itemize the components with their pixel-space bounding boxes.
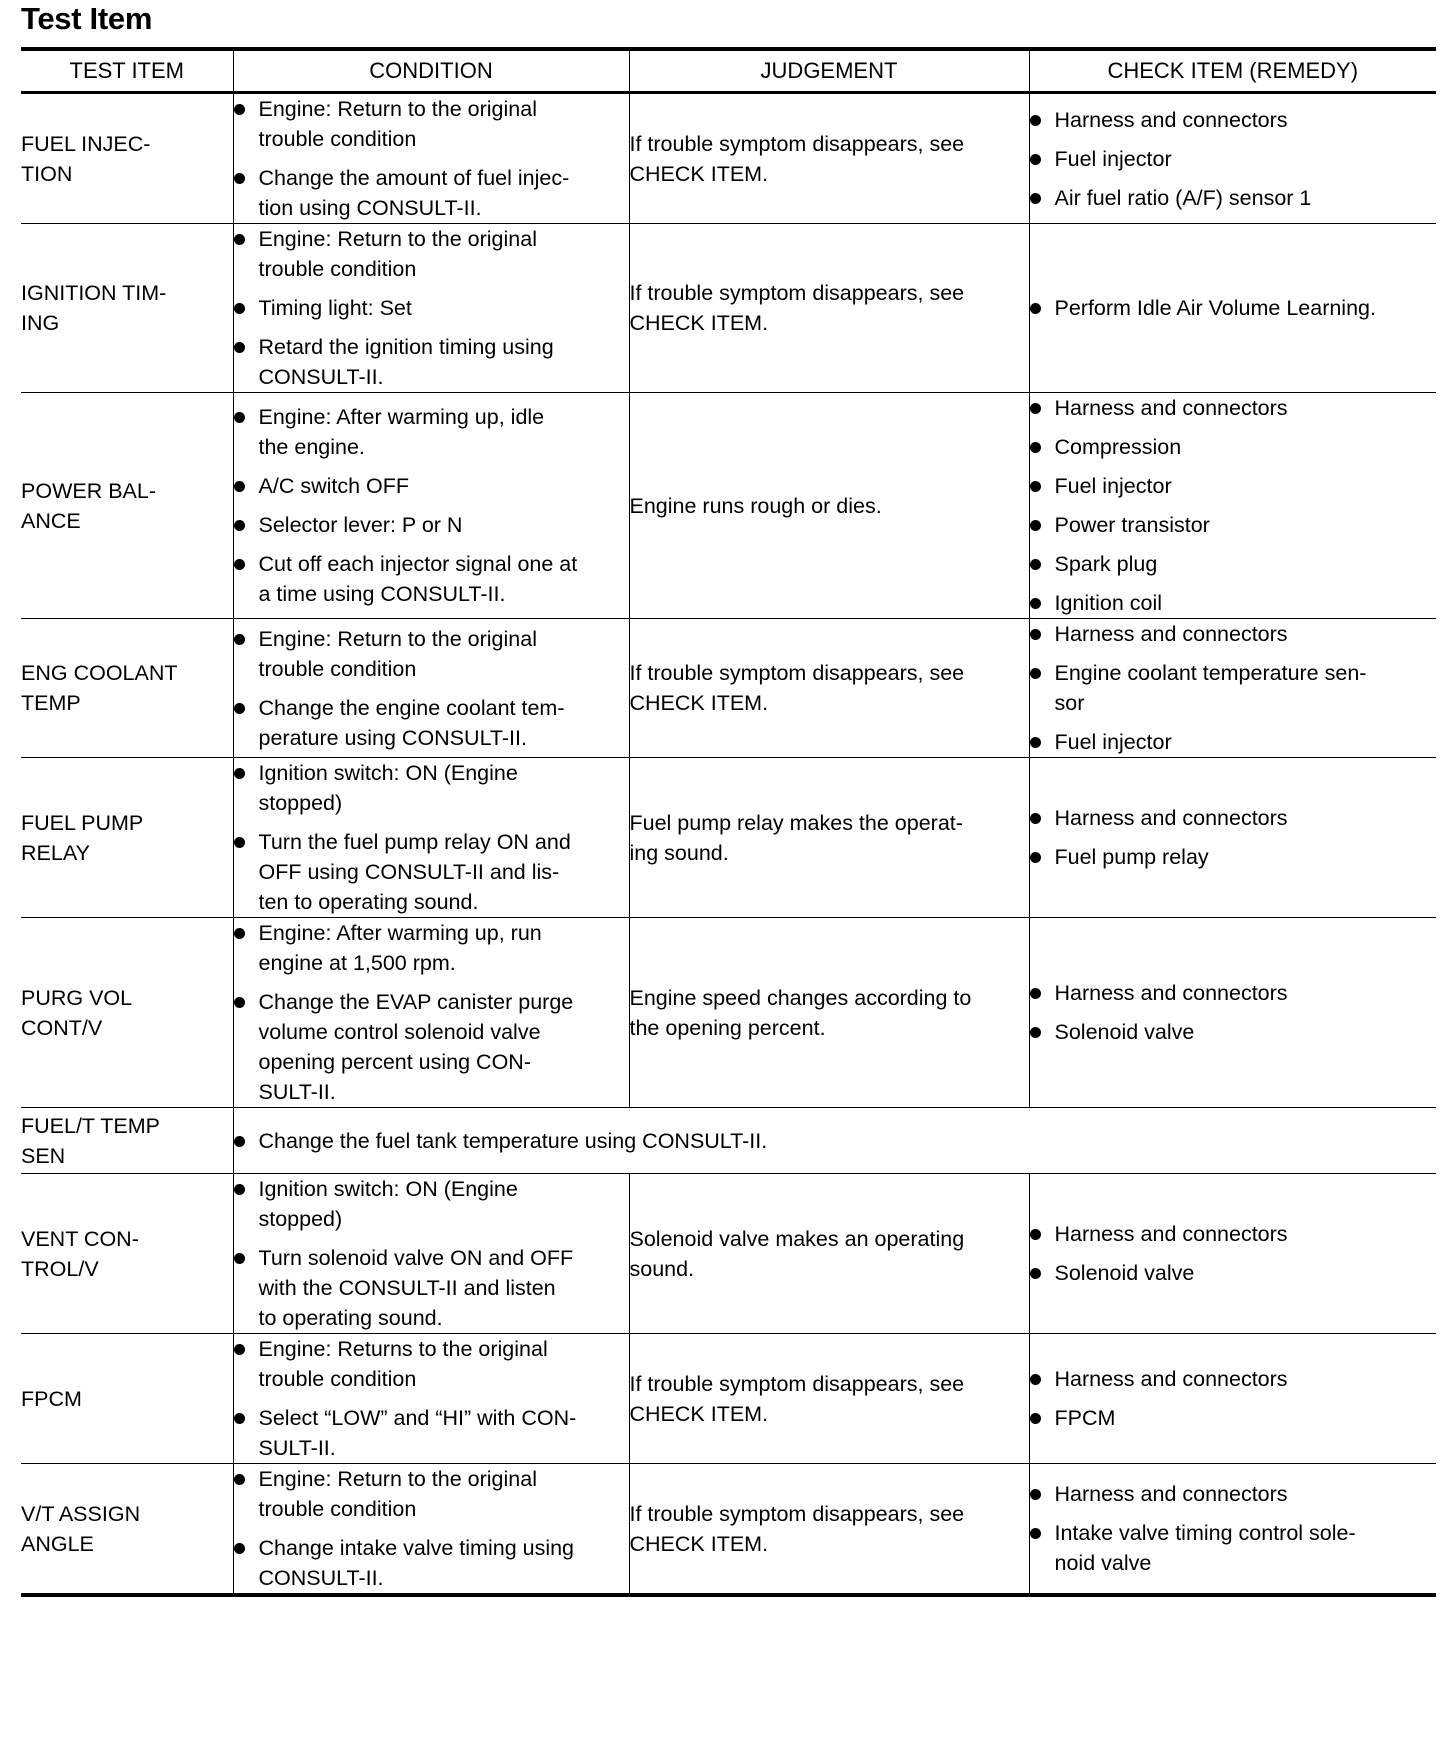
check-item-list (1030, 619, 1437, 757)
judgement-cell (629, 619, 1029, 758)
condition-item-text: Engine: Return to the original (258, 227, 537, 251)
condition-item-text: Change the EVAP canister purge (258, 990, 574, 1014)
test-item-label: CONT/V (21, 1015, 103, 1040)
condition-item-text: Ignition switch: ON (Engine (258, 761, 518, 785)
check-item-cell (1029, 619, 1436, 758)
condition-item (234, 549, 629, 609)
check-item-text: sor (1054, 691, 1085, 715)
bullet-icon (234, 412, 245, 423)
condition-item (234, 224, 629, 284)
judgement-text: If trouble symptom disappears, see (629, 661, 965, 685)
condition-item (234, 94, 629, 154)
judgement-cell (629, 224, 1029, 393)
bullet-icon (234, 303, 245, 314)
condition-cell (233, 1464, 629, 1596)
condition-item-text: Cut off each injector signal one at (258, 552, 578, 576)
bullet-icon (1030, 1374, 1041, 1385)
condition-item-text: Engine: After warming up, run (258, 921, 542, 945)
bullet-icon (1030, 988, 1041, 999)
condition-item (234, 693, 629, 753)
check-item-text: Fuel injector (1054, 474, 1172, 498)
check-item-text: Harness and connectors (1054, 1482, 1288, 1506)
condition-item-text: volume control solenoid valve (258, 1020, 541, 1044)
judgement-text: sound. (629, 1256, 695, 1281)
test-item-label: SEN (21, 1143, 66, 1168)
condition-item (234, 332, 629, 392)
condition-item-text: the engine. (258, 435, 365, 459)
condition-item (234, 918, 629, 978)
condition-item-text: trouble condition (258, 1367, 417, 1391)
judgement-cell (629, 1334, 1029, 1464)
judgement-text: CHECK ITEM. (629, 691, 769, 715)
condition-item-text: opening percent using CON- (258, 1050, 531, 1074)
bullet-icon (1030, 1413, 1041, 1424)
check-item (1030, 658, 1437, 718)
condition-item-list (234, 624, 629, 753)
bullet-icon (234, 1136, 245, 1147)
bullet-icon (234, 768, 245, 779)
condition-item-text: CONSULT-II. (258, 1566, 384, 1590)
check-item-cell (1029, 918, 1436, 1108)
table-row (21, 93, 1436, 224)
judgement-text: Fuel pump relay makes the operat- (629, 810, 963, 835)
check-item-text: Solenoid valve (1054, 1261, 1195, 1285)
condition-item-list (234, 918, 629, 1107)
judgement-text: If trouble symptom disappears, see (629, 281, 965, 305)
condition-cell (233, 918, 629, 1108)
condition-item (234, 293, 629, 323)
condition-item-text: to operating sound. (258, 1306, 443, 1330)
condition-item-text: engine at 1,500 rpm. (258, 951, 456, 975)
test-item-label: V/T ASSIGN (21, 1501, 141, 1526)
bullet-icon (234, 634, 245, 645)
test-item-label: FPCM (21, 1386, 82, 1411)
check-item-text: Harness and connectors (1054, 981, 1288, 1005)
bullet-icon (234, 104, 245, 115)
bullet-icon (1030, 442, 1041, 453)
test-item-cell (21, 1108, 233, 1174)
condition-item (234, 510, 629, 540)
check-item (1030, 1258, 1437, 1288)
bullet-icon (234, 173, 245, 184)
condition-item-list (234, 402, 629, 609)
header-row (21, 49, 1436, 93)
condition-item-list (234, 94, 629, 223)
bullet-icon (1030, 668, 1041, 679)
test-item-cell (21, 93, 233, 224)
test-item-label: ENG COOLANT (21, 661, 178, 685)
bullet-icon (1030, 1027, 1041, 1038)
bullet-icon (1030, 520, 1041, 531)
condition-item (234, 827, 629, 917)
condition-item (234, 1126, 1437, 1156)
condition-item-text: Engine: Return to the original (258, 97, 537, 121)
check-item-cell (1029, 1334, 1436, 1464)
table-row (21, 1334, 1436, 1464)
check-item (1030, 619, 1437, 649)
bullet-icon (1030, 154, 1041, 165)
bullet-icon (234, 837, 245, 848)
test-item-cell (21, 918, 233, 1108)
check-item (1030, 432, 1437, 462)
test-item-table (21, 47, 1436, 1597)
condition-item-text: Timing light: Set (258, 296, 412, 320)
check-item-text: Harness and connectors (1054, 396, 1288, 420)
bullet-icon (1030, 193, 1041, 204)
test-item-cell (21, 1334, 233, 1464)
judgement-cell (629, 1464, 1029, 1596)
condition-item-text: Turn the fuel pump relay ON and (258, 830, 571, 854)
bullet-icon (234, 1543, 245, 1554)
bullet-icon (1030, 115, 1041, 126)
condition-item-text: Engine: Return to the original (258, 1467, 537, 1491)
bullet-icon (234, 481, 245, 492)
bullet-icon (234, 1253, 245, 1264)
check-item-text: Harness and connectors (1054, 1367, 1288, 1391)
bullet-icon (234, 1413, 245, 1424)
judgement-text: If trouble symptom disappears, see (629, 131, 965, 156)
bullet-icon (1030, 559, 1041, 570)
condition-item-text: OFF using CONSULT-II and lis- (258, 860, 560, 884)
bullet-icon (234, 342, 245, 353)
test-item-label: ING (21, 311, 60, 335)
check-item-list (1030, 803, 1437, 872)
condition-item (234, 987, 629, 1107)
condition-item-text: CONSULT-II. (258, 365, 384, 389)
check-item-text: Harness and connectors (1054, 806, 1288, 830)
condition-item-list (234, 758, 629, 917)
check-item-text: noid valve (1054, 1551, 1152, 1575)
condition-item-list (234, 1334, 629, 1463)
condition-item-text: A/C switch OFF (258, 474, 410, 498)
check-item-text: Harness and connectors (1054, 107, 1288, 132)
table-row (21, 393, 1436, 619)
test-item-label: FUEL PUMP (21, 810, 144, 835)
check-item-text: FPCM (1054, 1406, 1116, 1430)
condition-item-text: ten to operating sound. (258, 890, 479, 914)
condition-cell (233, 224, 629, 393)
check-item-text: Solenoid valve (1054, 1020, 1195, 1044)
test-item-label: VENT CON- (21, 1226, 139, 1251)
condition-item-text: Ignition switch: ON (Engine (258, 1177, 518, 1201)
condition-item-text: with the CONSULT-II and listen (258, 1276, 556, 1300)
condition-item-text: SULT-II. (258, 1436, 336, 1460)
judgement-cell (629, 758, 1029, 918)
check-item (1030, 393, 1437, 423)
check-item-text: Perform Idle Air Volume Learning. (1054, 296, 1376, 320)
check-item-cell (1029, 1174, 1436, 1334)
condition-cell (233, 1334, 629, 1464)
check-item-list (1030, 293, 1437, 323)
check-item (1030, 1479, 1437, 1509)
condition-item (234, 163, 629, 223)
header-check-item: CHECK ITEM (REMEDY) (1029, 49, 1436, 93)
test-item-label: FUEL INJEC- (21, 131, 151, 156)
condition-item-text: Select “LOW” and “HI” with CON- (258, 1406, 577, 1430)
check-item-list (1030, 1219, 1437, 1288)
condition-item-list (234, 224, 629, 392)
judgement-text: the opening percent. (629, 1015, 826, 1040)
check-item (1030, 842, 1437, 872)
condition-item (234, 758, 629, 818)
condition-cell (233, 93, 629, 224)
judgement-text: CHECK ITEM. (629, 1531, 769, 1556)
check-item-text: Air fuel ratio (A/F) sensor 1 (1054, 185, 1312, 210)
condition-item-text: Change intake valve timing using (258, 1536, 575, 1560)
bullet-icon (1030, 737, 1041, 748)
condition-cell (233, 619, 629, 758)
condition-item-text: stopped) (258, 1207, 343, 1231)
condition-item (234, 1334, 629, 1394)
check-item (1030, 588, 1437, 618)
check-item (1030, 1364, 1437, 1394)
bullet-icon (234, 928, 245, 939)
bullet-icon (1030, 852, 1041, 863)
bullet-icon (1030, 598, 1041, 609)
check-item-list (1030, 393, 1437, 618)
condition-item-text: Change the amount of fuel injec- (258, 166, 570, 190)
check-item (1030, 1219, 1437, 1249)
condition-item-text: trouble condition (258, 127, 417, 151)
condition-item-list (234, 1126, 1437, 1156)
check-item-text: Harness and connectors (1054, 1222, 1288, 1246)
check-item (1030, 293, 1437, 323)
condition-cell (233, 393, 629, 619)
bullet-icon (234, 234, 245, 245)
condition-item-list (234, 1464, 629, 1593)
condition-item-text: Change the engine coolant tem- (258, 695, 565, 720)
condition-item (234, 471, 629, 501)
condition-item-text: stopped) (258, 791, 343, 815)
condition-item-list (234, 1174, 629, 1333)
bullet-icon (234, 559, 245, 570)
condition-item-text: Change the fuel tank temperature using CONSULT-II. (258, 1128, 768, 1153)
table-header (21, 49, 1436, 93)
table-row (21, 1464, 1436, 1596)
bullet-icon (234, 1474, 245, 1485)
check-item-text: Compression (1054, 435, 1182, 459)
condition-item-text: tion using CONSULT-II. (258, 196, 482, 220)
table-row (21, 1108, 1436, 1174)
check-item (1030, 803, 1437, 833)
bullet-icon (1030, 1229, 1041, 1240)
check-item-cell (1029, 1464, 1436, 1596)
check-item (1030, 1518, 1437, 1578)
table-row (21, 1174, 1436, 1334)
page-title: Test Item (21, 1, 153, 36)
judgement-text: Engine speed changes according to (629, 985, 972, 1010)
judgement-text: CHECK ITEM. (629, 161, 769, 186)
check-item-list (1030, 105, 1437, 213)
condition-item (234, 1533, 629, 1593)
condition-cell (233, 758, 629, 918)
condition-item-text: SULT-II. (258, 1080, 336, 1104)
table-body (21, 93, 1436, 1596)
test-item-label: TEMP (21, 691, 81, 715)
bullet-icon (234, 997, 245, 1008)
check-item-list (1030, 1479, 1437, 1578)
judgement-cell (629, 93, 1029, 224)
check-item (1030, 549, 1437, 579)
condition-item (234, 1464, 629, 1524)
judgement-text: CHECK ITEM. (629, 311, 769, 335)
bullet-icon (234, 1184, 245, 1195)
test-item-cell (21, 224, 233, 393)
test-item-label: TROL/V (21, 1256, 99, 1281)
condition-item-text: a time using CONSULT-II. (258, 582, 506, 606)
bullet-icon (1030, 303, 1041, 314)
header-condition: CONDITION (233, 49, 629, 93)
bullet-icon (1030, 481, 1041, 492)
judgement-text: If trouble symptom disappears, see (629, 1501, 965, 1526)
bullet-icon (1030, 403, 1041, 414)
table-row (21, 224, 1436, 393)
judgement-text: If trouble symptom disappears, see (629, 1371, 965, 1396)
check-item-text: Fuel injector (1054, 146, 1172, 171)
test-item-cell (21, 758, 233, 918)
check-item (1030, 144, 1437, 174)
test-item-label: RELAY (21, 840, 90, 865)
check-item (1030, 105, 1437, 135)
condition-item-text: Turn solenoid valve ON and OFF (258, 1246, 574, 1270)
test-item-label: POWER BAL- (21, 478, 156, 503)
check-item (1030, 510, 1437, 540)
check-item (1030, 1403, 1437, 1433)
judgement-text: CHECK ITEM. (629, 1401, 769, 1426)
table-row (21, 619, 1436, 758)
test-item-label: ANGLE (21, 1531, 94, 1556)
check-item-text: Fuel pump relay (1054, 845, 1209, 869)
check-item-text: Harness and connectors (1054, 622, 1288, 646)
condition-item-text: Selector lever: P or N (258, 513, 463, 537)
check-item-text: Spark plug (1054, 552, 1158, 576)
check-item-cell (1029, 393, 1436, 619)
condition-item-text: Retard the ignition timing using (258, 335, 554, 359)
judgement-text: Solenoid valve makes an operating (629, 1226, 965, 1251)
test-item-label: ANCE (21, 508, 81, 533)
check-item-text: Power transistor (1054, 513, 1210, 537)
check-item (1030, 471, 1437, 501)
condition-cell (233, 1108, 1436, 1174)
table-row (21, 758, 1436, 918)
check-item-cell (1029, 758, 1436, 918)
condition-item (234, 624, 629, 684)
judgement-cell (629, 918, 1029, 1108)
test-item-label: FUEL/T TEMP (21, 1113, 160, 1138)
condition-item-text: Engine: Return to the original (258, 626, 537, 651)
header-judgement: JUDGEMENT (629, 49, 1029, 93)
check-item-text: Fuel injector (1054, 730, 1172, 754)
condition-item-text: trouble condition (258, 257, 417, 281)
check-item (1030, 978, 1437, 1008)
check-item-text: Engine coolant temperature sen- (1054, 661, 1367, 685)
test-item-cell (21, 619, 233, 758)
condition-item-text: perature using CONSULT-II. (258, 725, 527, 750)
bullet-icon (234, 703, 245, 714)
condition-item (234, 1403, 629, 1463)
bullet-icon (1030, 1489, 1041, 1500)
condition-item (234, 402, 629, 462)
condition-item-text: Engine: After warming up, idle (258, 405, 545, 429)
check-item-cell (1029, 93, 1436, 224)
judgement-cell (629, 1174, 1029, 1334)
check-item-text: Ignition coil (1054, 591, 1163, 615)
bullet-icon (234, 1344, 245, 1355)
check-item (1030, 727, 1437, 757)
judgement-cell (629, 393, 1029, 619)
condition-item (234, 1243, 629, 1333)
header-test-item: TEST ITEM (21, 49, 233, 93)
bullet-icon (234, 520, 245, 531)
condition-item (234, 1174, 629, 1234)
bullet-icon (1030, 629, 1041, 640)
condition-item-text: trouble condition (258, 1497, 417, 1521)
bullet-icon (1030, 813, 1041, 824)
condition-item-text: Engine: Returns to the original (258, 1337, 548, 1361)
judgement-text: Engine runs rough or dies. (629, 493, 882, 518)
check-item-text: Intake valve timing control sole- (1054, 1521, 1356, 1545)
check-item-cell (1029, 224, 1436, 393)
check-item (1030, 1017, 1437, 1047)
check-item-list (1030, 1364, 1437, 1433)
test-item-cell (21, 1464, 233, 1596)
bullet-icon (1030, 1268, 1041, 1279)
test-item-label: TION (21, 161, 73, 186)
condition-item-text: trouble condition (258, 656, 417, 681)
check-item-list (1030, 978, 1437, 1047)
judgement-text: ing sound. (629, 840, 729, 865)
table-row (21, 918, 1436, 1108)
condition-cell (233, 1174, 629, 1334)
test-item-label: IGNITION TIM- (21, 281, 167, 305)
test-item-label: PURG VOL (21, 985, 133, 1010)
test-item-cell (21, 393, 233, 619)
test-item-cell (21, 1174, 233, 1334)
bullet-icon (1030, 1528, 1041, 1539)
check-item (1030, 183, 1437, 213)
